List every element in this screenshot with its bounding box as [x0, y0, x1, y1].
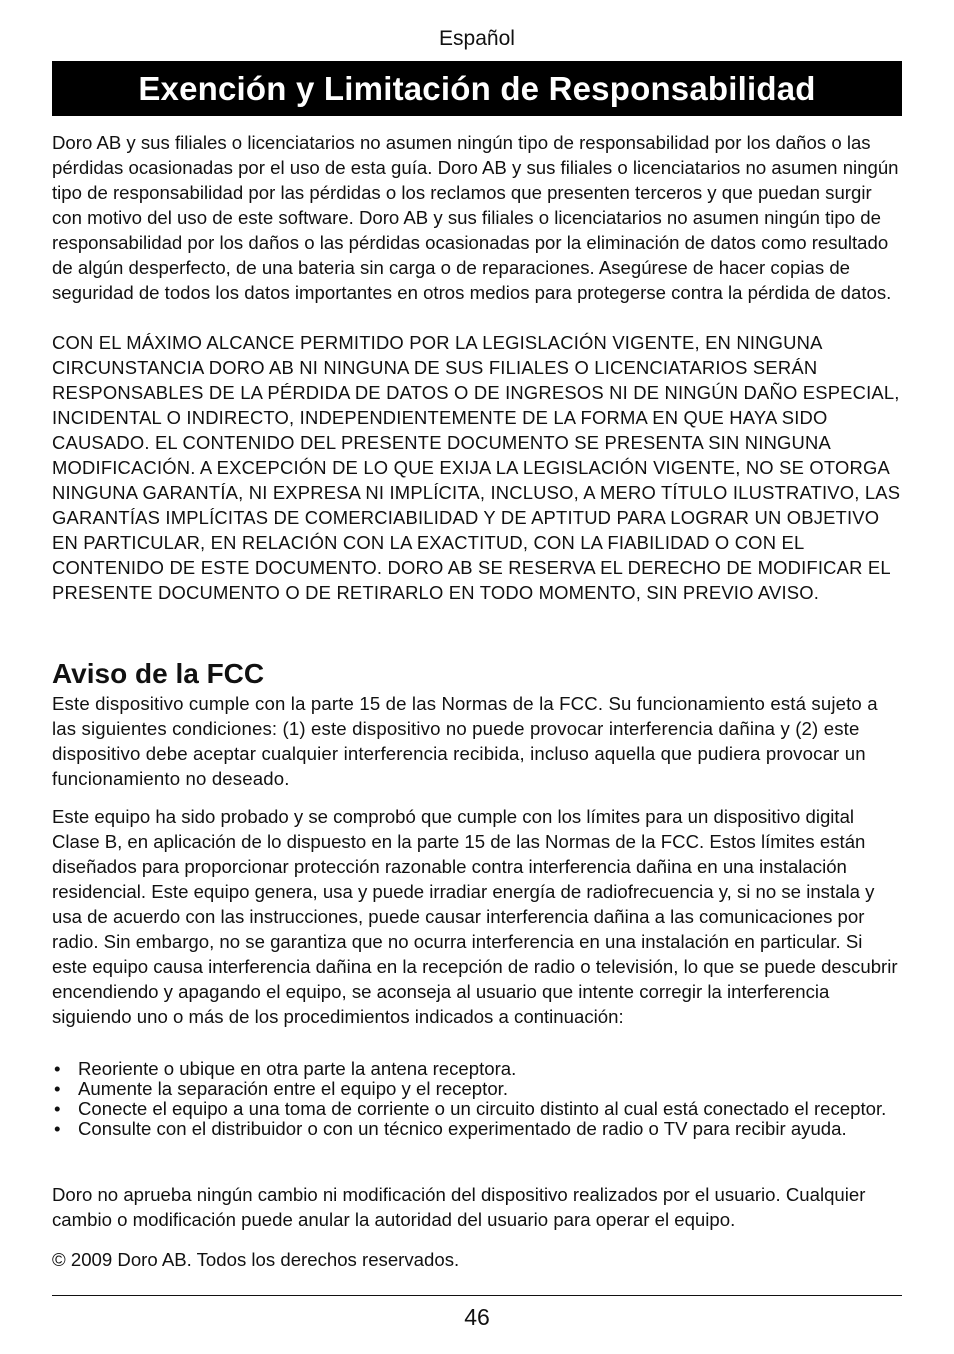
list-item: • Reoriente o ubique en otra parte la antena receptora. [52, 1059, 902, 1079]
page-title: Exención y Limitación de Responsabilidad [138, 69, 816, 107]
list-item: • Aumente la separación entre el equipo y el receptor. [52, 1079, 902, 1099]
title-bar [52, 61, 902, 116]
page-number: 46 [464, 1304, 490, 1330]
list-item: • Conecte el equipo a una toma de corriente o un circuito distinto al cual está conectado el receptor. [52, 1099, 902, 1119]
fcc-paragraph-1: Este dispositivo cumple con la parte 15 de las Normas de la FCC. Su funcionamiento está sujeto a las siguientes condiciones: (1) este dispositivo no puede provocar interferencia dañina y (2) este dispositivo debe aceptar cualquier interferencia recibida, incluso aquella que pudiera provocar un funcionamiento no deseado. [52, 693, 878, 789]
fcc-paragraph-2: Este equipo ha sido probado y se comprobó que cumple con los límites para un dispositivo digital Clase B, en aplicación de lo dispuesto en la parte 15 de las Normas de la FCC. Estos límites están diseñados para proporcionar protección razonable contra interferencia dañina en una instalación residencial. Este equipo genera, usa y puede irradiar energía de radiofrecuencia y, si no se instala y usa de acuerdo con las instrucciones, puede causar interferencia dañina a las comunicaciones por radio. Sin embargo, no se garantiza que no ocurra interferencia en una instalación en particular. Si este equipo causa interferencia dañina en la recepción de radio o televisión, lo que se puede descubrir encendiendo y apagando el equipo, se aconseja al usuario que intente corregir la interferencia siguiendo uno o más de los procedimientos indicados a continuación: [52, 806, 898, 1027]
fcc-paragraph-3: Doro no aprueba ningún cambio ni modificación del dispositivo realizados por el usuario. Cualquier cambio o modificación puede anular la autoridad del usuario para operar el equipo. [52, 1184, 866, 1230]
disclaimer-paragraph-1: Doro AB y sus filiales o licenciatarios no asumen ningún tipo de responsabilidad por los daños o las pérdidas ocasionadas por el uso de esta guía. Doro AB y sus filiales o licenciatarios no asumen ningún tipo de responsabilidad por las pérdidas o los reclamos que presenten terceros y que puedan surgir con motivo del uso de este software. Doro AB y sus filiales o licenciatarios no asumen ningún tipo de responsabilidad por los daños o las pérdidas ocasionadas por la eliminación de datos como resultado de algún desperfecto, de una bateria sin carga o de reparaciones. Asegúrese de hacer copias de seguridad de todos los datos importantes en otros medios para protegerse contra la pérdida de datos. [52, 132, 899, 303]
language-label: Español [439, 27, 515, 50]
fcc-bullet-list [52, 1059, 902, 1139]
copyright-notice: © 2009 Doro AB. Todos los derechos reservados. [52, 1249, 460, 1270]
fcc-heading: Aviso de la FCC [52, 658, 265, 689]
footer-divider [52, 1295, 902, 1296]
disclaimer-paragraph-2: CON EL MÁXIMO ALCANCE PERMITIDO POR LA LEGISLACIÓN VIGENTE, EN NINGUNA CIRCUNSTANCIA DORO AB NI NINGUNA DE SUS FILIALES O LICENCIATARIOS SERÁN RESPONSABLES DE LA PÉRDIDA DE DATOS O DE INGRESOS NI DE NINGÚN DAÑO ESPECIAL, INCIDENTAL O INDIRECTO, INDEPENDIENTEMENTE DE LA FORMA EN QUE HAYA SIDO CAUSADO. EL CONTENIDO DEL PRESENTE DOCUMENTO SE PRESENTA SIN NINGUNA MODIFICACIÓN. A EXCEPCIÓN DE LO QUE EXIJA LA LEGISLACIÓN VIGENTE, NO SE OTORGA NINGUNA GARANTÍA, NI EXPRESA NI IMPLÍCITA, INCLUSO, A MERO TÍTULO ILUSTRATIVO, LAS GARANTÍAS IMPLÍCITAS DE COMERCIABILIDAD Y DE APTITUD PARA LOGRAR UN OBJETIVO EN PARTICULAR, EN RELACIÓN CON LA EXACTITUD, CON LA FIABILIDAD O CON EL CONTENIDO DE ESTE DOCUMENTO. DORO AB SE RESERVA EL DERECHO DE MODIFICAR EL PRESENTE DOCUMENTO O DE RETIRARLO EN TODO MOMENTO, SIN PREVIO AVISO. [52, 332, 901, 603]
list-item: • Consulte con el distribuidor o con un técnico experimentado de radio o TV para recibir ayuda. [52, 1119, 902, 1139]
